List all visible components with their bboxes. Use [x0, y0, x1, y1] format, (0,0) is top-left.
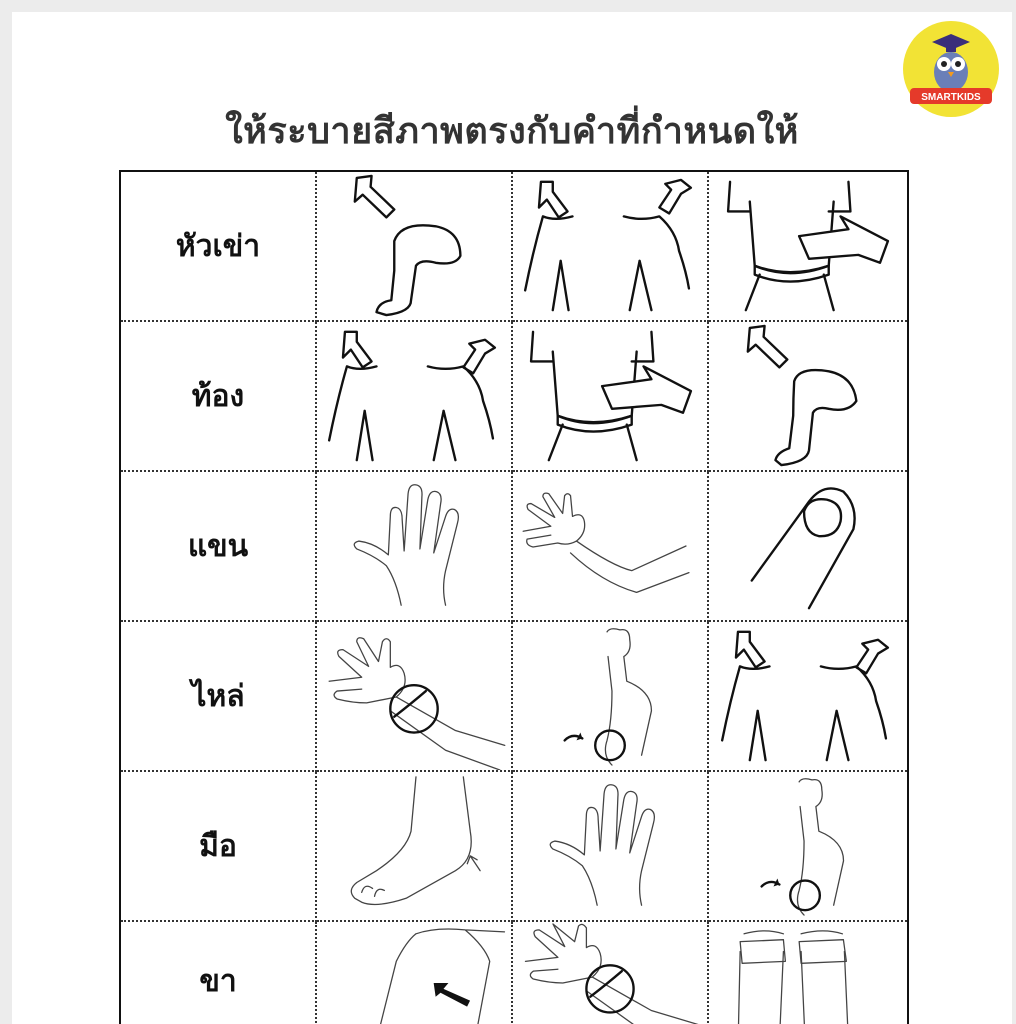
belly-icon	[513, 322, 707, 470]
shoulders-picture[interactable]	[513, 172, 709, 322]
word-cell	[121, 922, 317, 1024]
belly-picture[interactable]	[513, 322, 709, 472]
legs-icon	[709, 922, 907, 1024]
elbow-icon	[709, 772, 907, 920]
foot-picture[interactable]	[317, 772, 513, 922]
word-cell	[121, 172, 317, 322]
hand-picture[interactable]	[513, 772, 709, 922]
wrist-icon	[513, 922, 707, 1024]
knee-picture[interactable]	[317, 172, 513, 322]
arm-picture[interactable]	[513, 472, 709, 622]
shoulders-icon	[513, 172, 707, 320]
shoulders-picture[interactable]	[317, 322, 513, 472]
knee-icon	[317, 172, 511, 320]
word-label: ขา	[199, 963, 237, 999]
wrist-picture[interactable]	[317, 622, 513, 772]
shoulders-icon	[317, 322, 511, 470]
legs-picture[interactable]	[709, 922, 907, 1024]
hand-icon	[317, 472, 511, 620]
leg-picture[interactable]	[317, 922, 513, 1024]
wrist-icon	[317, 622, 511, 770]
word-label: ไหล่	[191, 678, 245, 714]
foot-icon	[317, 772, 511, 920]
knee-icon	[709, 322, 907, 470]
knee-picture[interactable]	[709, 322, 907, 472]
finger-icon	[709, 472, 907, 620]
shoulders-icon	[709, 622, 907, 770]
word-cell	[121, 322, 317, 472]
svg-text:SMARTKIDS: SMARTKIDS	[921, 92, 981, 103]
word-label: ท้อง	[191, 378, 245, 414]
page-title: ให้ระบายสีภาพตรงกับคำที่กำหนดให้	[225, 111, 799, 152]
elbow-icon	[513, 622, 707, 770]
word-cell	[121, 772, 317, 922]
word-label: แขน	[187, 528, 249, 564]
elbow-picture[interactable]	[513, 622, 709, 772]
leg-icon	[317, 922, 511, 1024]
word-cell	[121, 472, 317, 622]
worksheet-page	[12, 12, 1012, 1024]
hand-icon	[513, 772, 707, 920]
word-label: มือ	[199, 828, 237, 864]
worksheet-table	[119, 170, 909, 1024]
word-cell	[121, 622, 317, 772]
belly-picture[interactable]	[709, 172, 907, 322]
arm-icon	[513, 472, 707, 620]
elbow-picture[interactable]	[709, 772, 907, 922]
finger-picture[interactable]	[709, 472, 907, 622]
wrist-picture[interactable]	[513, 922, 709, 1024]
hand-picture[interactable]	[317, 472, 513, 622]
shoulders-picture[interactable]	[709, 622, 907, 772]
word-label: หัวเข่า	[175, 228, 261, 264]
belly-icon	[709, 172, 907, 320]
